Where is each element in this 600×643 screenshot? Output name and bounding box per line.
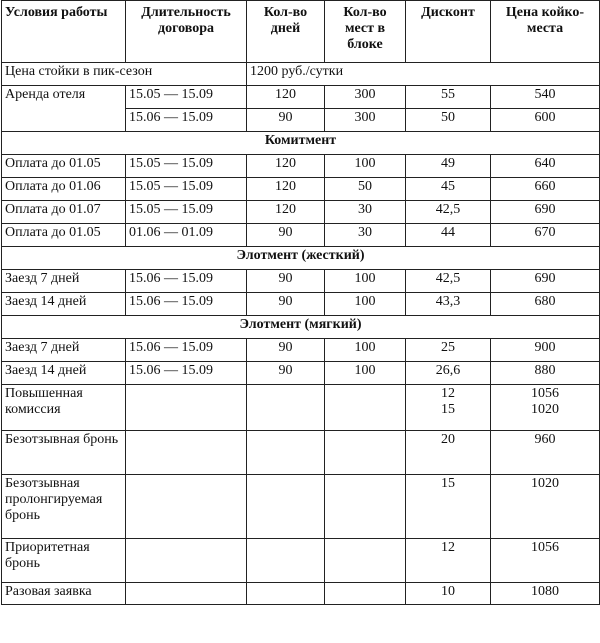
- cell: 600: [491, 109, 600, 132]
- cell: 26,6: [406, 362, 491, 385]
- cell: 15.05 — 15.09: [126, 178, 247, 201]
- cell: 120: [247, 201, 325, 224]
- section-row: [2, 132, 600, 155]
- cell-line: 1056: [531, 386, 559, 401]
- header-row: [2, 1, 600, 63]
- header-conditions: Условия работы: [2, 1, 126, 63]
- section-commitment: Комитмент: [2, 132, 600, 155]
- cell: Оплата до 01.06: [2, 178, 126, 201]
- cell: [126, 385, 247, 431]
- cell: 15.06 — 15.09: [126, 362, 247, 385]
- cell: Заезд 14 дней: [2, 362, 126, 385]
- cell: [126, 475, 247, 539]
- cell: 300: [325, 86, 406, 109]
- cell: 10: [406, 583, 491, 605]
- table-row: [2, 362, 600, 385]
- cell: Оплата до 01.05: [2, 224, 126, 247]
- section-allotment-soft: Элотмент (мягкий): [2, 316, 600, 339]
- table-row: [2, 155, 600, 178]
- cell: 660: [491, 178, 600, 201]
- header-price: Цена койко-места: [491, 1, 600, 63]
- cell: [247, 539, 325, 583]
- commission-label: Повышенная комиссия: [2, 385, 126, 431]
- cell-line: 15: [441, 402, 455, 417]
- cell: 55: [406, 86, 491, 109]
- cell: 100: [325, 362, 406, 385]
- cell: 120: [247, 155, 325, 178]
- cell: 300: [325, 109, 406, 132]
- cell: 880: [491, 362, 600, 385]
- cell: 45: [406, 178, 491, 201]
- cell: 15.06 — 15.09: [126, 270, 247, 293]
- cell: [126, 539, 247, 583]
- header-discount: Дисконт: [406, 1, 491, 63]
- hotel-rent-label: Аренда отеля: [2, 86, 126, 132]
- cell: 15.06 — 15.09: [126, 109, 247, 132]
- cell: 15: [406, 475, 491, 539]
- cell: [126, 583, 247, 605]
- cell: 44: [406, 224, 491, 247]
- table-row: [2, 431, 600, 475]
- cell: Заезд 14 дней: [2, 293, 126, 316]
- cell: 15.05 — 15.09: [126, 86, 247, 109]
- cell: 42,5: [406, 201, 491, 224]
- cell: [247, 431, 325, 475]
- section-allotment-hard: Элотмент (жесткий): [2, 247, 600, 270]
- cell: 640: [491, 155, 600, 178]
- cell: 43,3: [406, 293, 491, 316]
- cell: 100: [325, 339, 406, 362]
- cell: Заезд 7 дней: [2, 270, 126, 293]
- cell: 15.06 — 15.09: [126, 339, 247, 362]
- rack-value: 1200 руб./сутки: [247, 63, 600, 86]
- commission-discount: [406, 385, 491, 431]
- cell: 25: [406, 339, 491, 362]
- table-row: [2, 583, 600, 605]
- table-row: [2, 63, 600, 86]
- table-row: [2, 270, 600, 293]
- table-row: [2, 86, 600, 109]
- cell: [325, 539, 406, 583]
- nonrefund-label: Безотзывная бронь: [2, 431, 126, 475]
- cell: [247, 385, 325, 431]
- cell: 1020: [491, 475, 600, 539]
- table-row: [2, 293, 600, 316]
- prolong-label: Безотзывная пролонгируемая бронь: [2, 475, 126, 539]
- cell-line: 12: [441, 386, 455, 401]
- cell: 1056: [491, 539, 600, 583]
- cell: 90: [247, 270, 325, 293]
- priority-label: Приоритетная бронь: [2, 539, 126, 583]
- pricing-table: [1, 0, 600, 605]
- cell: 20: [406, 431, 491, 475]
- cell: [325, 431, 406, 475]
- cell: 42,5: [406, 270, 491, 293]
- cell: 100: [325, 155, 406, 178]
- cell-line: 1020: [531, 402, 559, 417]
- cell: Заезд 7 дней: [2, 339, 126, 362]
- header-days: Кол-во дней: [247, 1, 325, 63]
- section-row: [2, 316, 600, 339]
- cell: 680: [491, 293, 600, 316]
- cell: 30: [325, 201, 406, 224]
- cell: [325, 385, 406, 431]
- cell: 15.06 — 15.09: [126, 293, 247, 316]
- cell: [126, 431, 247, 475]
- header-places: Кол-во мест в блоке: [325, 1, 406, 63]
- cell: 690: [491, 270, 600, 293]
- single-label: Разовая заявка: [2, 583, 126, 605]
- cell: 50: [325, 178, 406, 201]
- header-duration: Длительность договора: [126, 1, 247, 63]
- table-row: [2, 339, 600, 362]
- cell: Оплата до 01.07: [2, 201, 126, 224]
- section-row: [2, 247, 600, 270]
- cell: 90: [247, 339, 325, 362]
- cell: 90: [247, 362, 325, 385]
- cell: 50: [406, 109, 491, 132]
- cell: 120: [247, 178, 325, 201]
- cell: 01.06 — 01.09: [126, 224, 247, 247]
- cell: 690: [491, 201, 600, 224]
- cell: Оплата до 01.05: [2, 155, 126, 178]
- cell: 960: [491, 431, 600, 475]
- cell: 15.05 — 15.09: [126, 155, 247, 178]
- cell: 49: [406, 155, 491, 178]
- cell: [247, 583, 325, 605]
- cell: 90: [247, 293, 325, 316]
- cell: 1080: [491, 583, 600, 605]
- cell: 100: [325, 270, 406, 293]
- table-row: [2, 224, 600, 247]
- cell: 12: [406, 539, 491, 583]
- rack-label: Цена стойки в пик-сезон: [2, 63, 247, 86]
- cell: [325, 583, 406, 605]
- cell: 100: [325, 293, 406, 316]
- cell: 670: [491, 224, 600, 247]
- table-row: [2, 385, 600, 431]
- cell: 30: [325, 224, 406, 247]
- table-row: [2, 178, 600, 201]
- commission-price: [491, 385, 600, 431]
- cell: 90: [247, 109, 325, 132]
- cell: [325, 475, 406, 539]
- cell: 540: [491, 86, 600, 109]
- table-row: [2, 475, 600, 539]
- cell: [247, 475, 325, 539]
- cell: 15.05 — 15.09: [126, 201, 247, 224]
- table-row: [2, 201, 600, 224]
- table-row: [2, 539, 600, 583]
- cell: 120: [247, 86, 325, 109]
- cell: 900: [491, 339, 600, 362]
- cell: 90: [247, 224, 325, 247]
